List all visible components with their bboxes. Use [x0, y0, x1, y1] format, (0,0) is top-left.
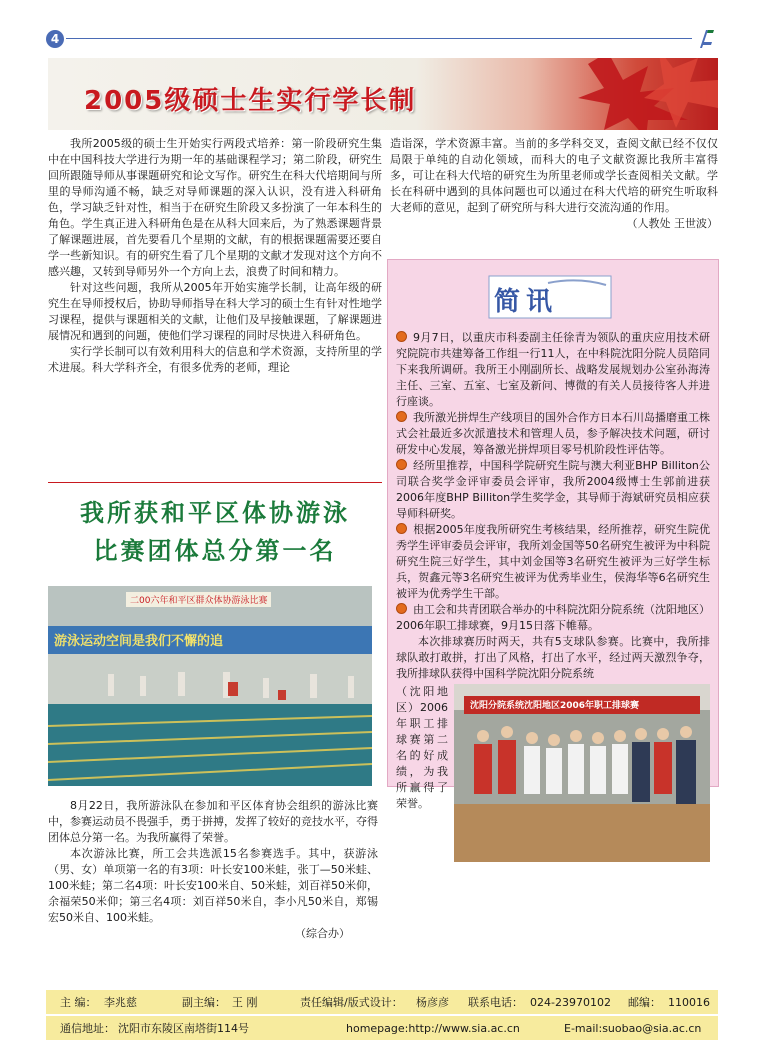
- article-signature: （人教处 王世波）: [626, 217, 718, 230]
- brief-news-list: [396, 330, 710, 862]
- section-divider: [48, 482, 382, 483]
- email-link[interactable]: E-mail:suobao@sia.ac.cn: [564, 1021, 702, 1035]
- article-swimming-text: [48, 798, 378, 942]
- paragraph: 8月22日，我所游泳队在参加和平区体育协会组织的游泳比赛中，参赛运动员不畏强手，勇于拼搏，发挥了较好的竞技水平，夺得团体总分第一名。为我所赢得了荣誉。: [48, 799, 378, 844]
- editor-label: 主 编：: [60, 996, 97, 1009]
- bullet-icon: [396, 603, 407, 614]
- paragraph: 实行学长制可以有效利用科大的信息和学术资源，支持所里的学术进展。科大学科齐全，有很多优秀的老师，理论: [48, 345, 382, 374]
- news-item: 经所里推荐，中国科学院研究生院与澳大利亚BHP Billiton公司联合奖学金评审委员会评审，我所2004级博士生郭前进获2006年度BHP Billiton学生奖学金，其导师于海斌研究员相应获导师科研奖。: [396, 459, 710, 520]
- volleyball-team-photo: [454, 684, 710, 862]
- paragraph: 针对这些问题，我所从2005年开始实施学长制，让高年级的研究生在导师授权后，协助导师指导在科大学习的硕士生有针对性地学习课程，提供与课题相关的文献，让他们及早接触课题，了解课题进展情况和遇到的问题，使他们学习课程的同时尽快进入科研角色。: [48, 281, 382, 342]
- bullet-icon: [396, 459, 407, 470]
- phone-label: 联系电话：: [468, 996, 523, 1009]
- brief-news-title: 简讯: [494, 287, 559, 317]
- address-text: 沈阳市东陵区南塔街114号: [118, 1022, 249, 1035]
- deputy-name: 王 刚: [232, 996, 258, 1009]
- photo-banner-text: 沈阳分院系统沈阳地区2006年职工排球赛: [470, 701, 640, 711]
- design-label: 责任编辑/版式设计：: [300, 996, 403, 1009]
- bullet-icon: [396, 331, 407, 342]
- footer-contact: [46, 1016, 718, 1040]
- paragraph: 我所2005级的硕士生开始实行两段式培养：第一阶段研究生集中在中国科技大学进行为期一年的基础课程学习；第二阶段，研究生回所跟随导师从事课题研究和论文写作。研究生在科大代培期间与所里的导师沟通不畅，缺乏对导师课题的深入认识，没有进入科研角色，学习缺乏针对性，相当于在研究生阶段又多扮演了一年本科生的角色。学生真正进入科研角色是在从科大回来后，为了熟悉课题背景了解课题进展，首先要看几个星期的文献，有的根据课题需要还要自学一些新知识。有的研究生看了几个星期的文献才发现对这个方向不感兴趣，又转到导师另外一个方向上去，浪费了时间和精力。: [48, 137, 382, 278]
- page-number-badge: 4: [46, 30, 64, 48]
- phone-number: 024-23970102: [530, 995, 611, 1009]
- editor-name: 李兆慈: [104, 996, 137, 1009]
- deputy-label: 副主编：: [182, 996, 226, 1009]
- design-name: 杨彦彦: [416, 996, 449, 1009]
- news-item: 由工会和共青团联合举办的中科院沈阳分院系统（沈阳地区）2006年职工排球赛，9月15日落下帷幕。: [396, 603, 710, 632]
- bullet-icon: [396, 411, 407, 422]
- zip-label: 邮编：: [628, 996, 661, 1009]
- title-line: 比赛团体总分第一名: [93, 537, 337, 565]
- article-title-mentorship: 2005级硕士生实行学长制: [84, 86, 417, 116]
- news-item: 我所激光拼焊生产线项目的国外合作方日本石川岛播磨重工株式会社最近多次派遣技术和管理人员，参予解决技术问题，研讨研发中心发展，筹备激光拼焊项目零号机阶段性评估等。: [396, 411, 710, 456]
- zip-code: 110016: [668, 995, 710, 1009]
- news-item-continued: 本次排球赛历时两天，共有5支球队参赛。比赛中，我所排球队敢打敢拼，打出了风格，打出了水平，经过两天激烈争夺，我所排球队获得中国科学院沈阳分院系统: [396, 635, 710, 680]
- news-item: 根据2005年度我所研究生考核结果，经所推荐，研究生院优秀学生评审委员会评审，我所刘金国等50名研究生被评为中科院研究生院三好学生，其中刘金国等3名研究生被评为三好学生标兵，贺鑫元等3名研究生被评为优秀毕业生，侯海华等6名研究生被评为优秀学生干部。: [396, 523, 710, 600]
- swimming-pool-photo: [48, 586, 372, 786]
- news-item: 9月7日，以重庆市科委副主任徐青为领队的重庆应用技术研究院院市共建筹备工作组一行11人，在中科院沈阳分院人员陪同下来我所调研。我所王小刚副所长、战略发展规划办公室孙海涛主任、三室、五室、七室及新问、博微的有关人员接待客人并进行座谈。: [396, 331, 710, 408]
- photo-slogan-text: 游泳运动空间是我们不懈的追: [54, 634, 224, 649]
- news-narrow-text: （沈阳地区）2006年职工排球赛第二名的好成绩，为我所赢得了荣誉。: [396, 685, 448, 810]
- footer-credits: [46, 990, 718, 1014]
- article-mentorship-col2: [390, 136, 718, 232]
- article-signature: （综合办）: [295, 927, 350, 940]
- sia-logo-icon: [696, 28, 716, 50]
- brief-news-logo: [488, 275, 612, 319]
- address-label: 通信地址：: [60, 1022, 115, 1035]
- homepage-link[interactable]: homepage:http://www.sia.ac.cn: [346, 1021, 520, 1035]
- photo-banner-text: 二00六年和平区群众体协游泳比赛: [126, 592, 271, 607]
- bullet-icon: [396, 523, 407, 534]
- paragraph: 造诣深，学术资源丰富。当前的多学科交叉，查阅文献已经不仅仅局限于单纯的自动化领域，而科大的电子文献资源比我所丰富得多，可让在科大代培的研究生为所里老师或学长查阅相关文献。学长在科研中遇到的具体问题也可以通过在科大代培的研究生听取科大老师的意见，起到了研究所与科大进行交流沟通的作用。: [390, 137, 718, 214]
- header-rule: [66, 38, 692, 39]
- article-title-swimming: [48, 494, 382, 570]
- article-mentorship-col1: [48, 136, 382, 376]
- title-line: 我所获和平区体协游泳: [80, 499, 350, 527]
- paragraph: 本次游泳比赛，所工会共选派15名参赛选手。其中，获游泳（男、女）单项第一名的有3项：叶长安100米蛙，张丁—50米蛙、100米蛙；第二名4项：叶长安100米自、50米蛙，刘百祥50米仰，余福荣50米仰；第三名4项：刘百祥50米自，李小凡50米自，郑锡宏50米自、100米蛙。: [48, 847, 378, 924]
